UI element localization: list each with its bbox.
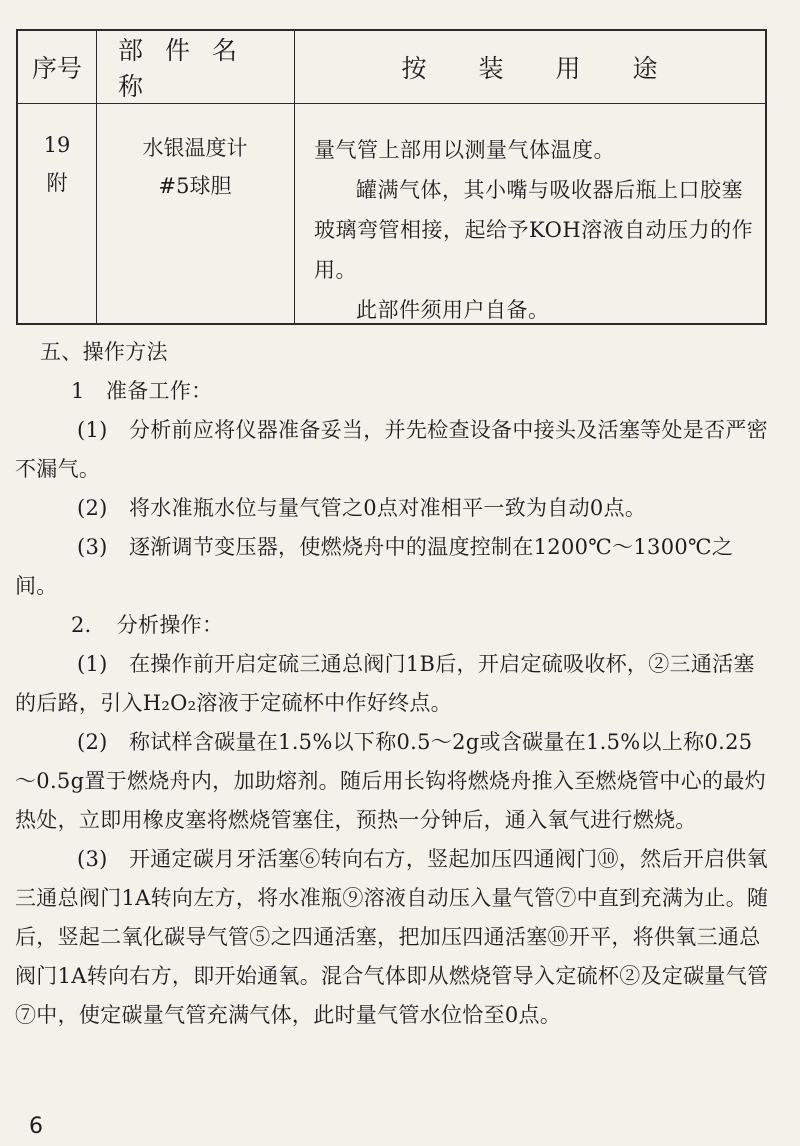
seq-appendix: 附 (46, 171, 68, 195)
header-seq: 序号 (31, 54, 82, 83)
section-heading: 五、操作方法 (40, 340, 168, 364)
row-name-cell (96, 129, 294, 205)
subsection-heading-preparation: 1 准备工作： (71, 379, 213, 403)
preparation-step: (2) 将水准瓶水位与量气管之0点对准相平一致为自动0点。 (77, 496, 647, 520)
parts-table (16, 29, 767, 325)
operation-section (15, 333, 770, 1035)
seq-number: 19 (43, 133, 71, 157)
row-usage-cell (314, 130, 759, 330)
preparation-step: (1) 分析前应将仪器准备妥当，并先检查设备中接头及活塞等处是否严密不漏气。 (15, 418, 768, 481)
row-seq-cell (18, 126, 96, 202)
analysis-step: (3) 开通定碳月牙活塞⑥转向右方，竖起加压四通阀门⑩，然后开启供氧三通总阀门1A转向左方，将水准瓶⑨溶液自动压入量气管⑦中直到充满为止。随后，竖起二氧化碳导气管⑤之四通活塞，把加压四通活塞⑩开平，将供氧三通总阀门1A转向右方，即开始通氧。混合气体即从燃烧管导入定硫杯②及定碳量气管⑦中，使定碳量气管充满气体，此时量气管水位恰至0点。 (15, 847, 769, 1027)
analysis-step: (1) 在操作前开启定硫三通总阀门1B后，开启定硫吸收杯，②三通活塞的后路，引入H₂O₂溶液于定硫杯中作好终点。 (15, 652, 755, 715)
header-divider (18, 103, 765, 104)
subsection-heading-analysis: 2． 分析操作： (71, 613, 224, 637)
header-usage: 按装用途 (401, 54, 710, 83)
part-name-bulb: #5球胆 (158, 174, 232, 198)
page-number: 6 (29, 1114, 43, 1139)
usage-note: 此部件须用户自备。 (356, 298, 550, 322)
header-part-name: 部件名称 (118, 36, 260, 101)
analysis-step: (2) 称试样含碳量在1.5%以下称0.5～2g或含碳量在1.5%以上称0.25～0.5g置于燃烧舟内，加助熔剂。随后用长钩将燃烧舟推入至燃烧管中心的最灼热处，立即用橡皮塞将燃烧管塞住，预热一分钟后，通入氧气进行燃烧。 (15, 730, 766, 832)
usage-paragraph: 罐满气体，其小嘴与吸收器后瓶上口胶塞玻璃弯管相接，起给予KOH溶液自动压力的作用。 (314, 178, 754, 282)
part-name-thermometer: 水银温度计 (142, 136, 248, 160)
preparation-step: (3) 逐渐调节变压器，使燃烧舟中的温度控制在1200℃～1300℃之间。 (15, 535, 734, 598)
usage-line: 量气管上部用以测量气体温度。 (314, 138, 615, 162)
